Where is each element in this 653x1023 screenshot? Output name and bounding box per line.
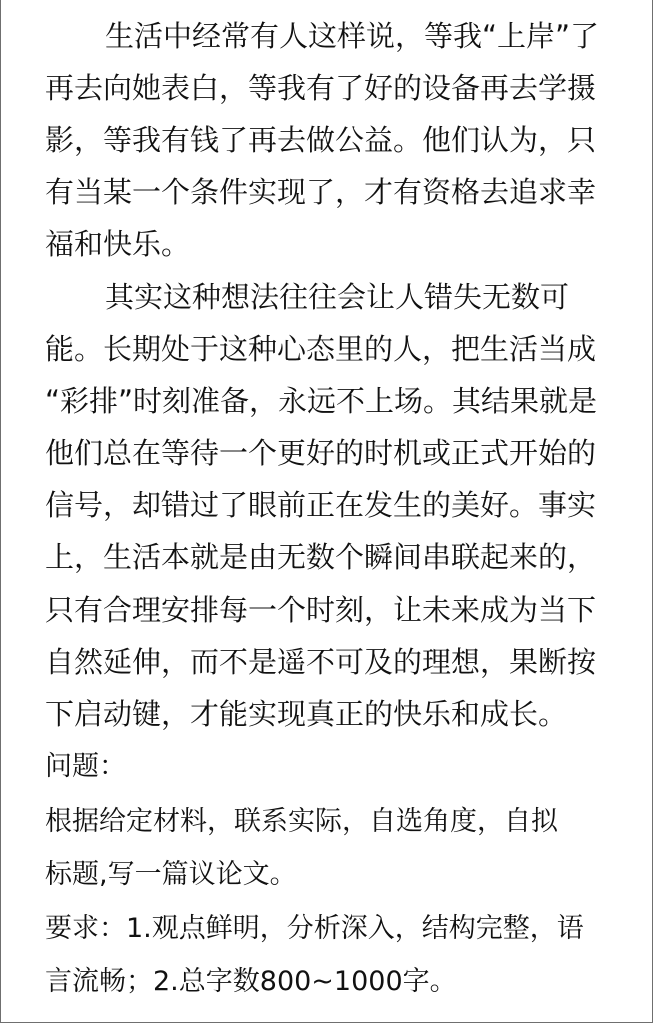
paragraph-2-line-8: 自然延伸，而不是遥不可及的理想，果断按 bbox=[45, 645, 597, 679]
paragraph-2-line-7: 只有合理安排每一个时刻，让未来成为当下 bbox=[45, 593, 597, 627]
paragraph-2-line-3: “彩排”时刻准备，永远不上场。其结果就是 bbox=[45, 384, 598, 418]
question-line-2: 标题,写一篇议论文。 bbox=[45, 859, 297, 890]
paragraph-2-line-5: 信号，却错过了眼前正在发生的美好。事实 bbox=[45, 488, 597, 522]
paragraph-1-line-2: 再去向她表白，等我有了好的设备再去学摄 bbox=[45, 71, 597, 105]
requirements-line-1: 要求：1.观点鲜明，分析深入，结构完整，语 bbox=[45, 913, 584, 944]
paragraph-1-line-5: 福和快乐。 bbox=[45, 227, 191, 261]
paragraph-2-line-9: 下启动键，才能实现真正的快乐和成长。 bbox=[45, 697, 568, 731]
paragraph-1-line-4: 有当某一个条件实现了，才有资格去追求幸 bbox=[45, 175, 597, 209]
paragraph-2-line-1: 其实这种想法往往会让人错失无数可 bbox=[105, 280, 570, 314]
paragraph-2-line-2: 能。长期处于这种心态里的人，把生活当成 bbox=[45, 332, 597, 366]
paragraph-2-line-6: 上，生活本就是由无数个瞬间串联起来的， bbox=[45, 540, 597, 574]
paragraph-1-line-1: 生活中经常有人这样说，等我“上岸”了 bbox=[105, 19, 600, 53]
requirements-line-2: 言流畅；2.总字数800~1000字。 bbox=[45, 966, 457, 997]
question-label: 问题： bbox=[45, 751, 126, 782]
question-line-1: 根据给定材料，联系实际，自选角度，自拟 bbox=[45, 806, 558, 837]
paragraph-1-line-3: 影，等我有钱了再去做公益。他们认为，只 bbox=[45, 123, 597, 157]
paragraph-2-line-4: 他们总在等待一个更好的时机或正式开始的 bbox=[45, 436, 597, 470]
